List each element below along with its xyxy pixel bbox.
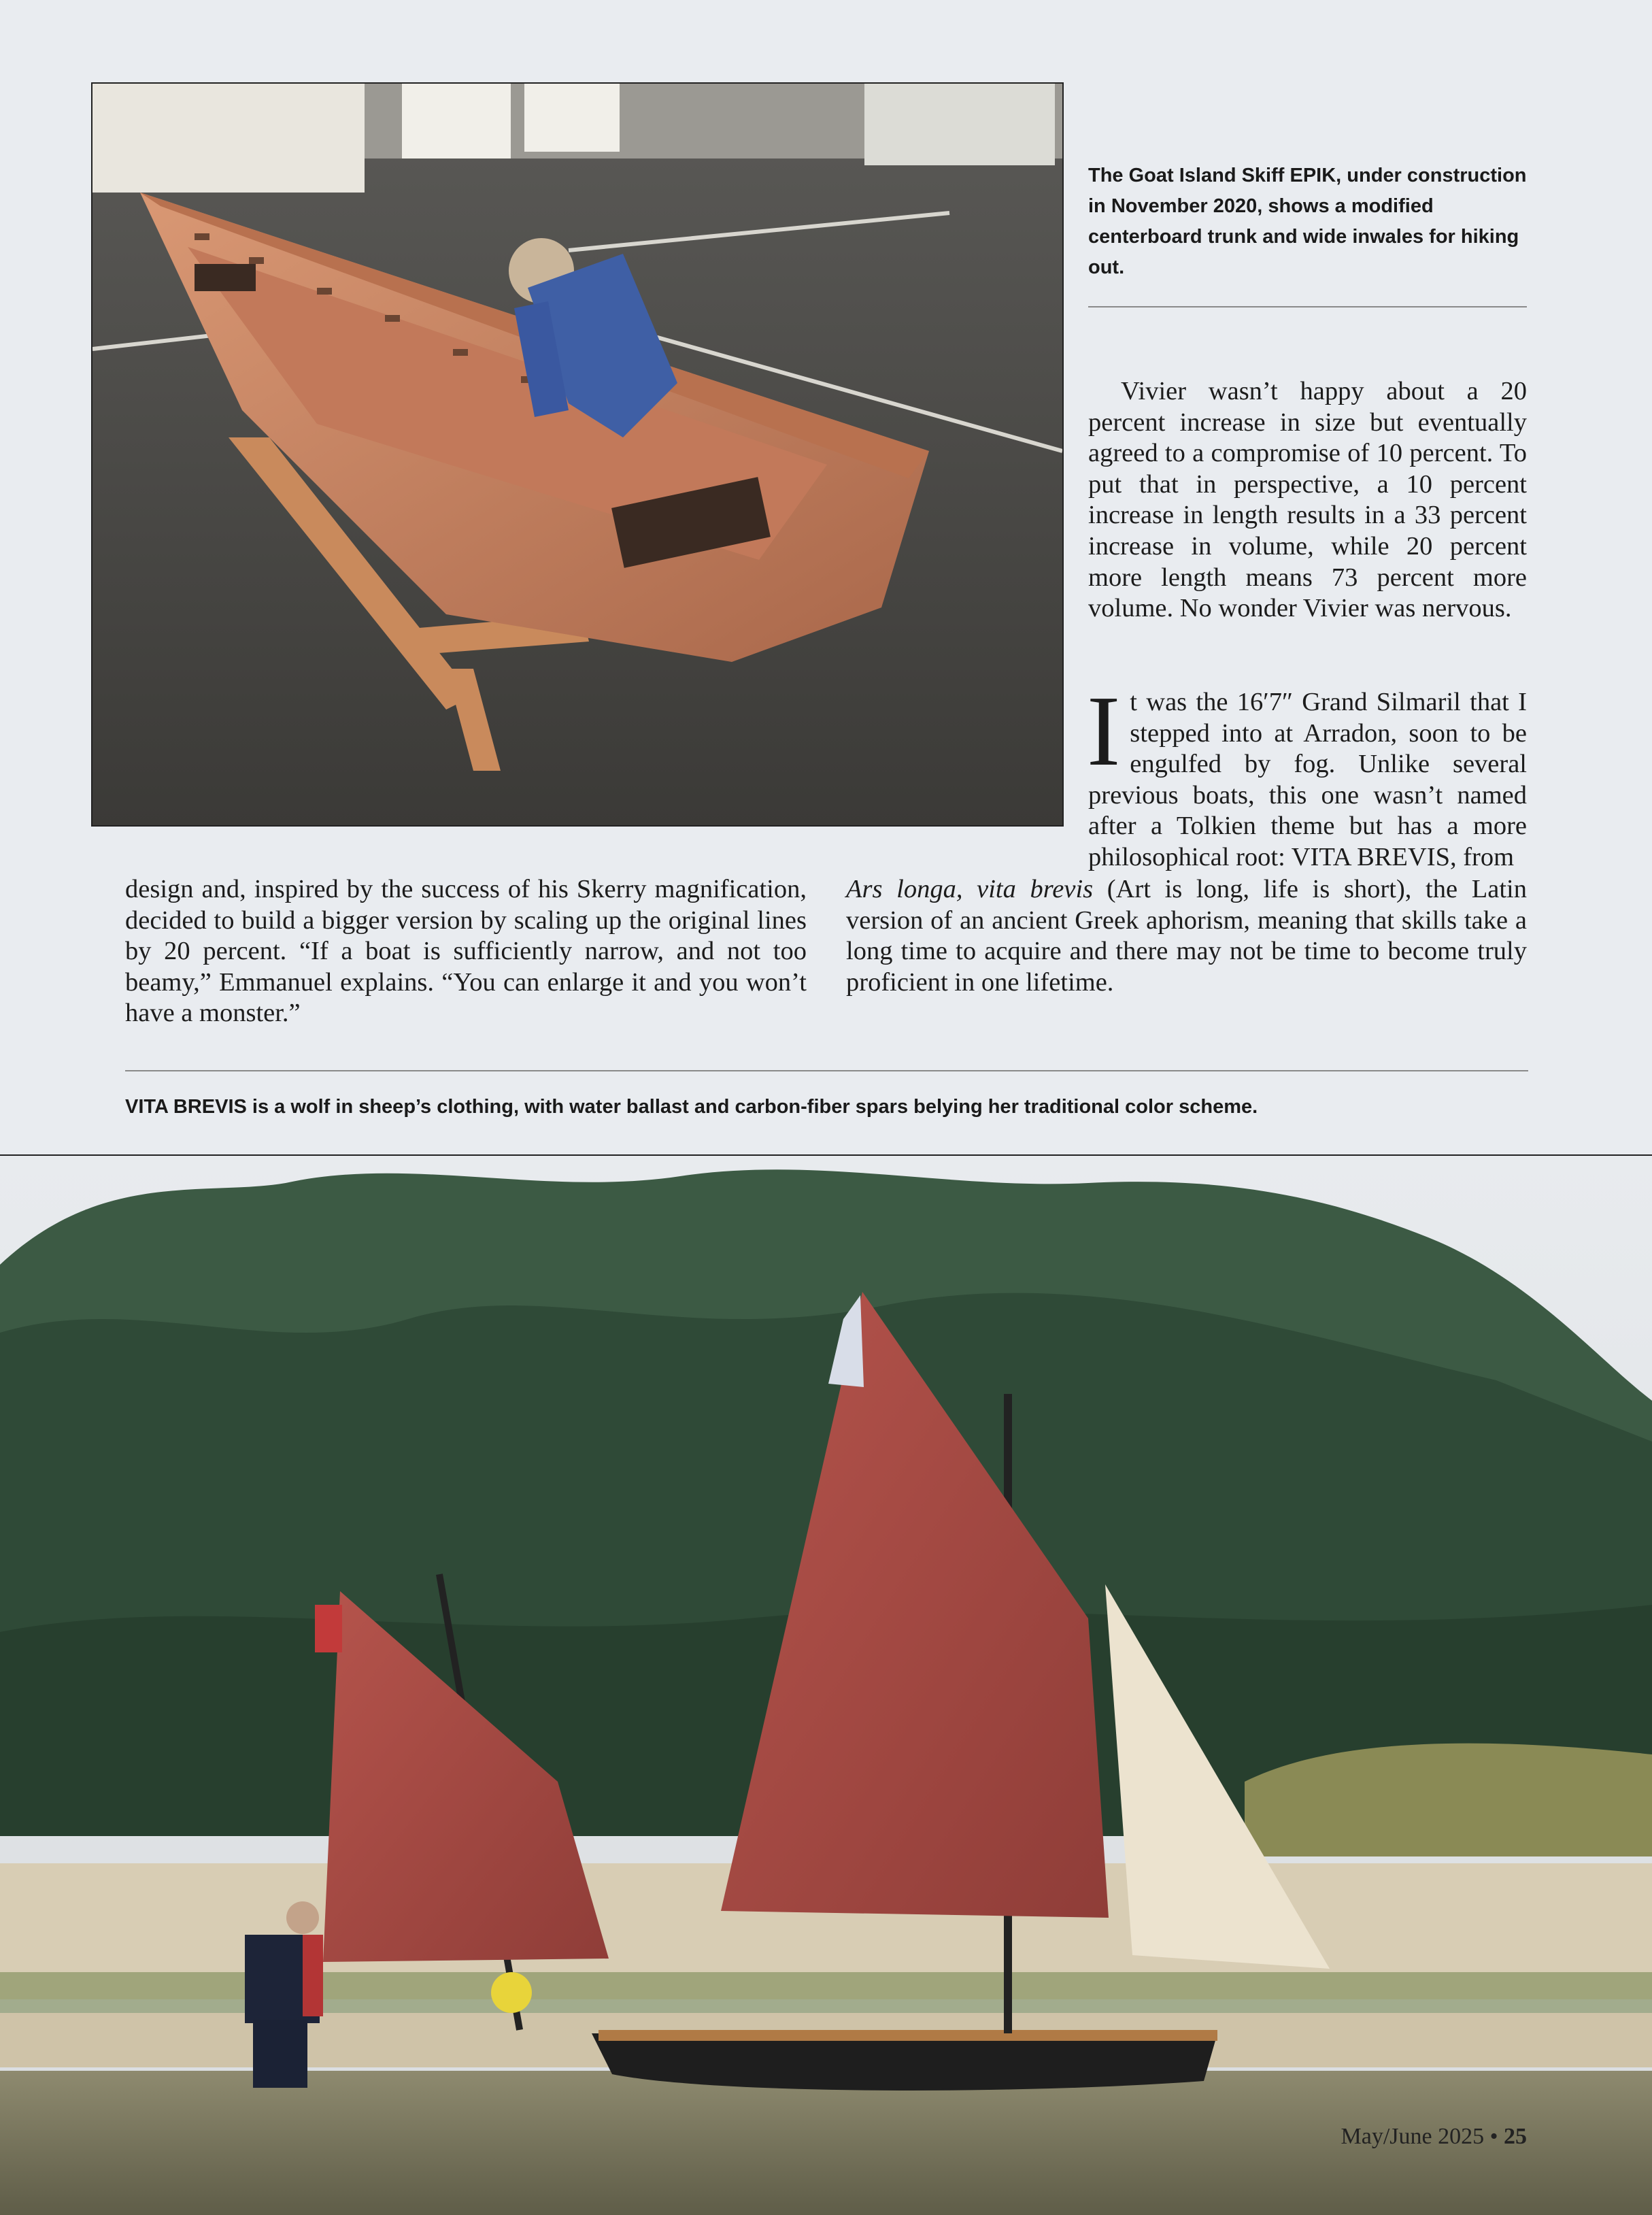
divider-rule — [125, 1070, 1528, 1071]
page-number: 25 — [1504, 2124, 1527, 2149]
body-text: (Art is long, life is short), the Latin version of an ancient Greek aphorism, meaning that skills take a long time to acquire and there may not be time to become truly proficient in one lifetime. — [846, 875, 1527, 997]
drop-cap: I — [1087, 676, 1121, 787]
body-paragraph: Vivier wasn’t happy about a 20 percent increase in size but eventually agreed to a compromise of 10 percent. To put that in perspective, a 10 percent increase in length results in a 33 percent increase in volume, while 20 percent more length means 73 percent more volume. No wonder Vivier was nervous. — [1088, 377, 1527, 623]
photo-skiff-construction — [91, 82, 1064, 827]
issue-date: May/June 2025 — [1341, 2124, 1485, 2149]
body-paragraph: design and, inspired by the success of his Skerry magnification, decided to build a bigger version by scaling up the original lines by 20 percent. “If a boat is sufficiently narrow, and not too beamy,” Emmanuel explains. “You can enlarge it and you won’t have a monster.” — [125, 875, 807, 1028]
body-paragraph — [846, 874, 1527, 998]
photo-vita-brevis — [0, 1154, 1652, 2215]
page-footer — [1292, 2124, 1527, 2150]
body-paragraph — [1087, 676, 1527, 873]
divider-rule — [1088, 306, 1527, 307]
latin-phrase: Ars longa, vita brevis — [846, 875, 1094, 903]
body-text: t was the 16′7″ Grand Silmaril that I stepped into at Arradon, soon to be engulfed by fog. Unlike several previous boats, this one wasn’t named after a Tolkien theme but has a more philosophical root: VITA BREVIS, from — [1088, 688, 1527, 871]
footer-separator: • — [1489, 2124, 1498, 2149]
caption-bottom-photo: VITA BREVIS is a wolf in sheep’s clothing, with water ballast and carbon-fiber spars belying her traditional color scheme. — [125, 1096, 1258, 1118]
caption-top-photo: The Goat Island Skiff EPIK, under construction in November 2020, shows a modified centerboard trunk and wide inwales for hiking out. — [1088, 165, 1527, 278]
